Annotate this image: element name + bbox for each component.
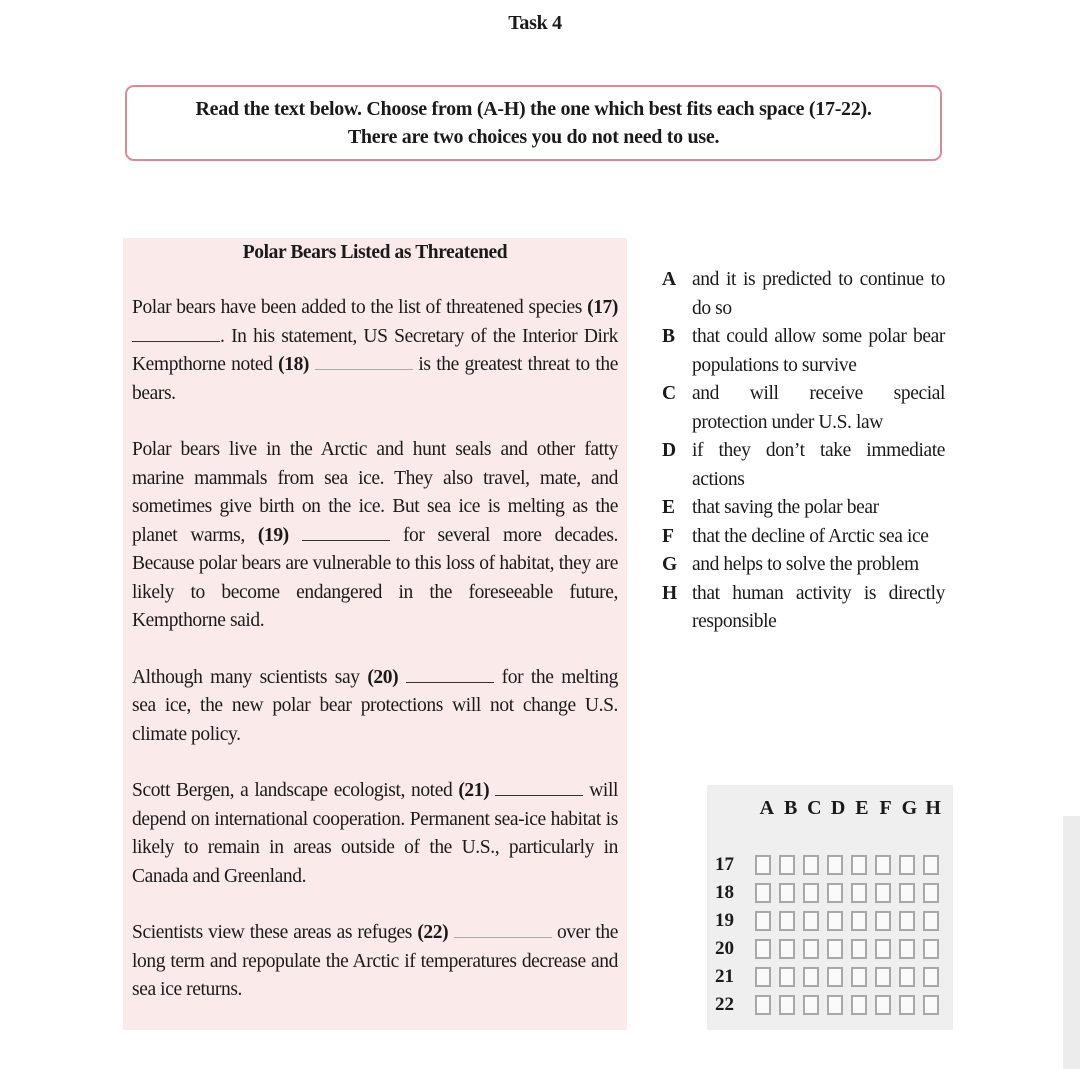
answer-cell[interactable] xyxy=(899,911,915,931)
option-letter: H xyxy=(662,582,677,604)
scrollbar-track[interactable] xyxy=(1063,816,1080,1069)
text: Scientists view these areas as refuges xyxy=(132,922,418,943)
row-number: 17 xyxy=(715,854,734,875)
answer-cell[interactable] xyxy=(851,911,867,931)
gap-label-18: (18) xyxy=(278,354,310,375)
text: Although many scientists say xyxy=(132,666,368,688)
answer-cell[interactable] xyxy=(827,939,843,959)
answer-cell[interactable] xyxy=(851,967,867,987)
option-text: that the decline of Arctic sea ice xyxy=(692,525,929,547)
text: Scott Bergen, a landscape ecologist, noted xyxy=(132,780,459,801)
answer-row-21 xyxy=(715,963,947,991)
answer-cell[interactable] xyxy=(803,855,819,875)
answer-cell[interactable] xyxy=(875,967,891,987)
option-letter: F xyxy=(662,525,674,547)
option-item xyxy=(662,494,945,523)
answer-cell[interactable] xyxy=(851,939,867,959)
article-panel xyxy=(123,238,627,1030)
answer-cell[interactable] xyxy=(803,883,819,903)
gap-blank-21[interactable] xyxy=(495,779,583,796)
answer-cell[interactable] xyxy=(899,855,915,875)
answer-row-17 xyxy=(715,851,947,879)
option-item xyxy=(662,266,945,323)
row-number: 22 xyxy=(715,994,734,1015)
text: will depend on international cooperation. Permanent sea-ice habitat is likely to remain in areas outside of the U.S., particularly in Canada and Greenland. xyxy=(132,780,618,887)
option-item xyxy=(662,523,945,552)
answer-cell[interactable] xyxy=(923,939,939,959)
answer-cell[interactable] xyxy=(923,911,939,931)
option-item xyxy=(662,323,945,380)
article-paragraph-2 xyxy=(132,436,618,636)
options-list xyxy=(662,266,945,637)
option-letter: C xyxy=(662,383,676,404)
option-letter: D xyxy=(662,440,676,461)
answer-cell[interactable] xyxy=(827,995,843,1015)
answer-cell[interactable] xyxy=(827,883,843,903)
answer-row-18 xyxy=(715,879,947,907)
gap-blank-20[interactable] xyxy=(406,666,494,683)
answer-cell[interactable] xyxy=(779,939,795,959)
answer-cell[interactable] xyxy=(803,911,819,931)
article-paragraph-1 xyxy=(132,294,618,408)
answer-cell[interactable] xyxy=(827,911,843,931)
answer-cell[interactable] xyxy=(779,995,795,1015)
option-letter: E xyxy=(662,497,675,518)
option-item xyxy=(662,437,945,494)
column-label: H xyxy=(925,797,941,819)
option-letter: B xyxy=(662,326,675,347)
column-label: D xyxy=(830,797,846,819)
answer-grid-header xyxy=(755,797,945,820)
column-label: E xyxy=(855,797,869,819)
answer-cell[interactable] xyxy=(923,967,939,987)
answer-cell[interactable] xyxy=(755,883,771,903)
row-number: 21 xyxy=(715,966,734,987)
gap-label-22: (22) xyxy=(417,922,449,943)
option-item xyxy=(662,380,945,437)
option-text: that could allow some polar bear populations to survive xyxy=(692,326,945,376)
answer-cell[interactable] xyxy=(851,995,867,1015)
answer-cell[interactable] xyxy=(899,883,915,903)
option-text: and it is predicted to continue to do so xyxy=(692,269,945,319)
gap-label-20: (20) xyxy=(367,666,399,688)
gap-blank-17[interactable] xyxy=(132,325,220,342)
answer-cell[interactable] xyxy=(899,967,915,987)
option-item xyxy=(662,580,945,637)
answer-cell[interactable] xyxy=(779,911,795,931)
text: for the melting sea ice, the new polar bear protections will not change U.S. climate policy. xyxy=(132,666,618,745)
gap-blank-22[interactable] xyxy=(454,921,552,938)
answer-cell[interactable] xyxy=(875,883,891,903)
answer-cell[interactable] xyxy=(755,967,771,987)
answer-row-19 xyxy=(715,907,947,935)
answer-cell[interactable] xyxy=(779,967,795,987)
column-label: G xyxy=(901,797,918,819)
text: . In his statement, US Secretary of the Interior Dirk Kempthorne noted xyxy=(132,325,618,375)
answer-cell[interactable] xyxy=(755,855,771,875)
text: Polar bears live in the Arctic and hunt seals and other fatty marine mammals from sea ice. They also travel, mate, and sometimes give birth on the ice. But sea ice is melting as the planet warms, xyxy=(132,439,618,546)
answer-grid xyxy=(707,785,953,1030)
option-text: and will receive special protection under U.S. law xyxy=(692,383,945,433)
answer-cell[interactable] xyxy=(923,855,939,875)
column-label: A xyxy=(759,797,775,819)
option-text: if they don’t take immediate actions xyxy=(692,440,945,490)
column-label: B xyxy=(783,797,798,819)
answer-cell[interactable] xyxy=(755,995,771,1015)
answer-cell[interactable] xyxy=(899,939,915,959)
answer-cell[interactable] xyxy=(779,883,795,903)
answer-row-22 xyxy=(715,991,947,1019)
answer-cell[interactable] xyxy=(803,995,819,1015)
answer-cell[interactable] xyxy=(923,995,939,1015)
answer-cell[interactable] xyxy=(851,883,867,903)
article-paragraph-5 xyxy=(132,919,618,1005)
option-text: and helps to solve the problem xyxy=(692,554,919,575)
gap-label-17: (17) xyxy=(587,297,618,318)
article-paragraph-3 xyxy=(132,664,618,750)
gap-blank-18[interactable] xyxy=(315,353,413,370)
text: Polar bears have been added to the list of threatened species xyxy=(132,297,588,318)
answer-cell[interactable] xyxy=(827,855,843,875)
row-number: 19 xyxy=(715,910,734,931)
option-letter: G xyxy=(662,554,677,575)
text: is the greatest threat to the bears. xyxy=(132,354,618,404)
answer-cell[interactable] xyxy=(803,939,819,959)
answer-cell[interactable] xyxy=(875,939,891,959)
task-title: Task 4 xyxy=(508,12,562,34)
answer-row-20 xyxy=(715,935,947,963)
gap-label-21: (21) xyxy=(458,780,490,801)
answer-cell[interactable] xyxy=(851,855,867,875)
answer-cell[interactable] xyxy=(803,967,819,987)
answer-cell[interactable] xyxy=(755,939,771,959)
option-text: that saving the polar bear xyxy=(692,497,879,518)
text: for several more decades. Because polar bears are vulnerable to this loss of habitat, they are likely to become endangered in the foreseeable future, Kempthorne said. xyxy=(132,524,618,631)
article-title: Polar Bears Listed as Threatened xyxy=(242,242,508,263)
instructions-line-1: Read the text below. Choose from (A-H) the one which best fits each space (17-22). xyxy=(195,98,872,120)
answer-cell[interactable] xyxy=(875,855,891,875)
answer-cell[interactable] xyxy=(755,911,771,931)
instructions-box xyxy=(125,85,942,161)
answer-cell[interactable] xyxy=(875,911,891,931)
gap-label-19: (19) xyxy=(257,524,289,546)
answer-cell[interactable] xyxy=(779,855,795,875)
option-text: that human activity is directly responsible xyxy=(692,582,945,632)
answer-cell[interactable] xyxy=(875,995,891,1015)
answer-cell[interactable] xyxy=(827,967,843,987)
text: over the long term and repopulate the Arctic if temperatures decrease and sea ice returns. xyxy=(132,922,618,1000)
option-letter: A xyxy=(662,269,676,290)
answer-cell[interactable] xyxy=(923,883,939,903)
row-number: 20 xyxy=(715,938,734,959)
answer-cell[interactable] xyxy=(899,995,915,1015)
instructions-line-2: There are two choices you do not need to use. xyxy=(347,126,720,148)
row-number: 18 xyxy=(715,882,734,903)
article-paragraph-4 xyxy=(132,777,618,891)
column-label: F xyxy=(879,797,892,819)
column-label: C xyxy=(807,797,822,819)
gap-blank-19[interactable] xyxy=(302,524,390,541)
option-item xyxy=(662,551,945,580)
